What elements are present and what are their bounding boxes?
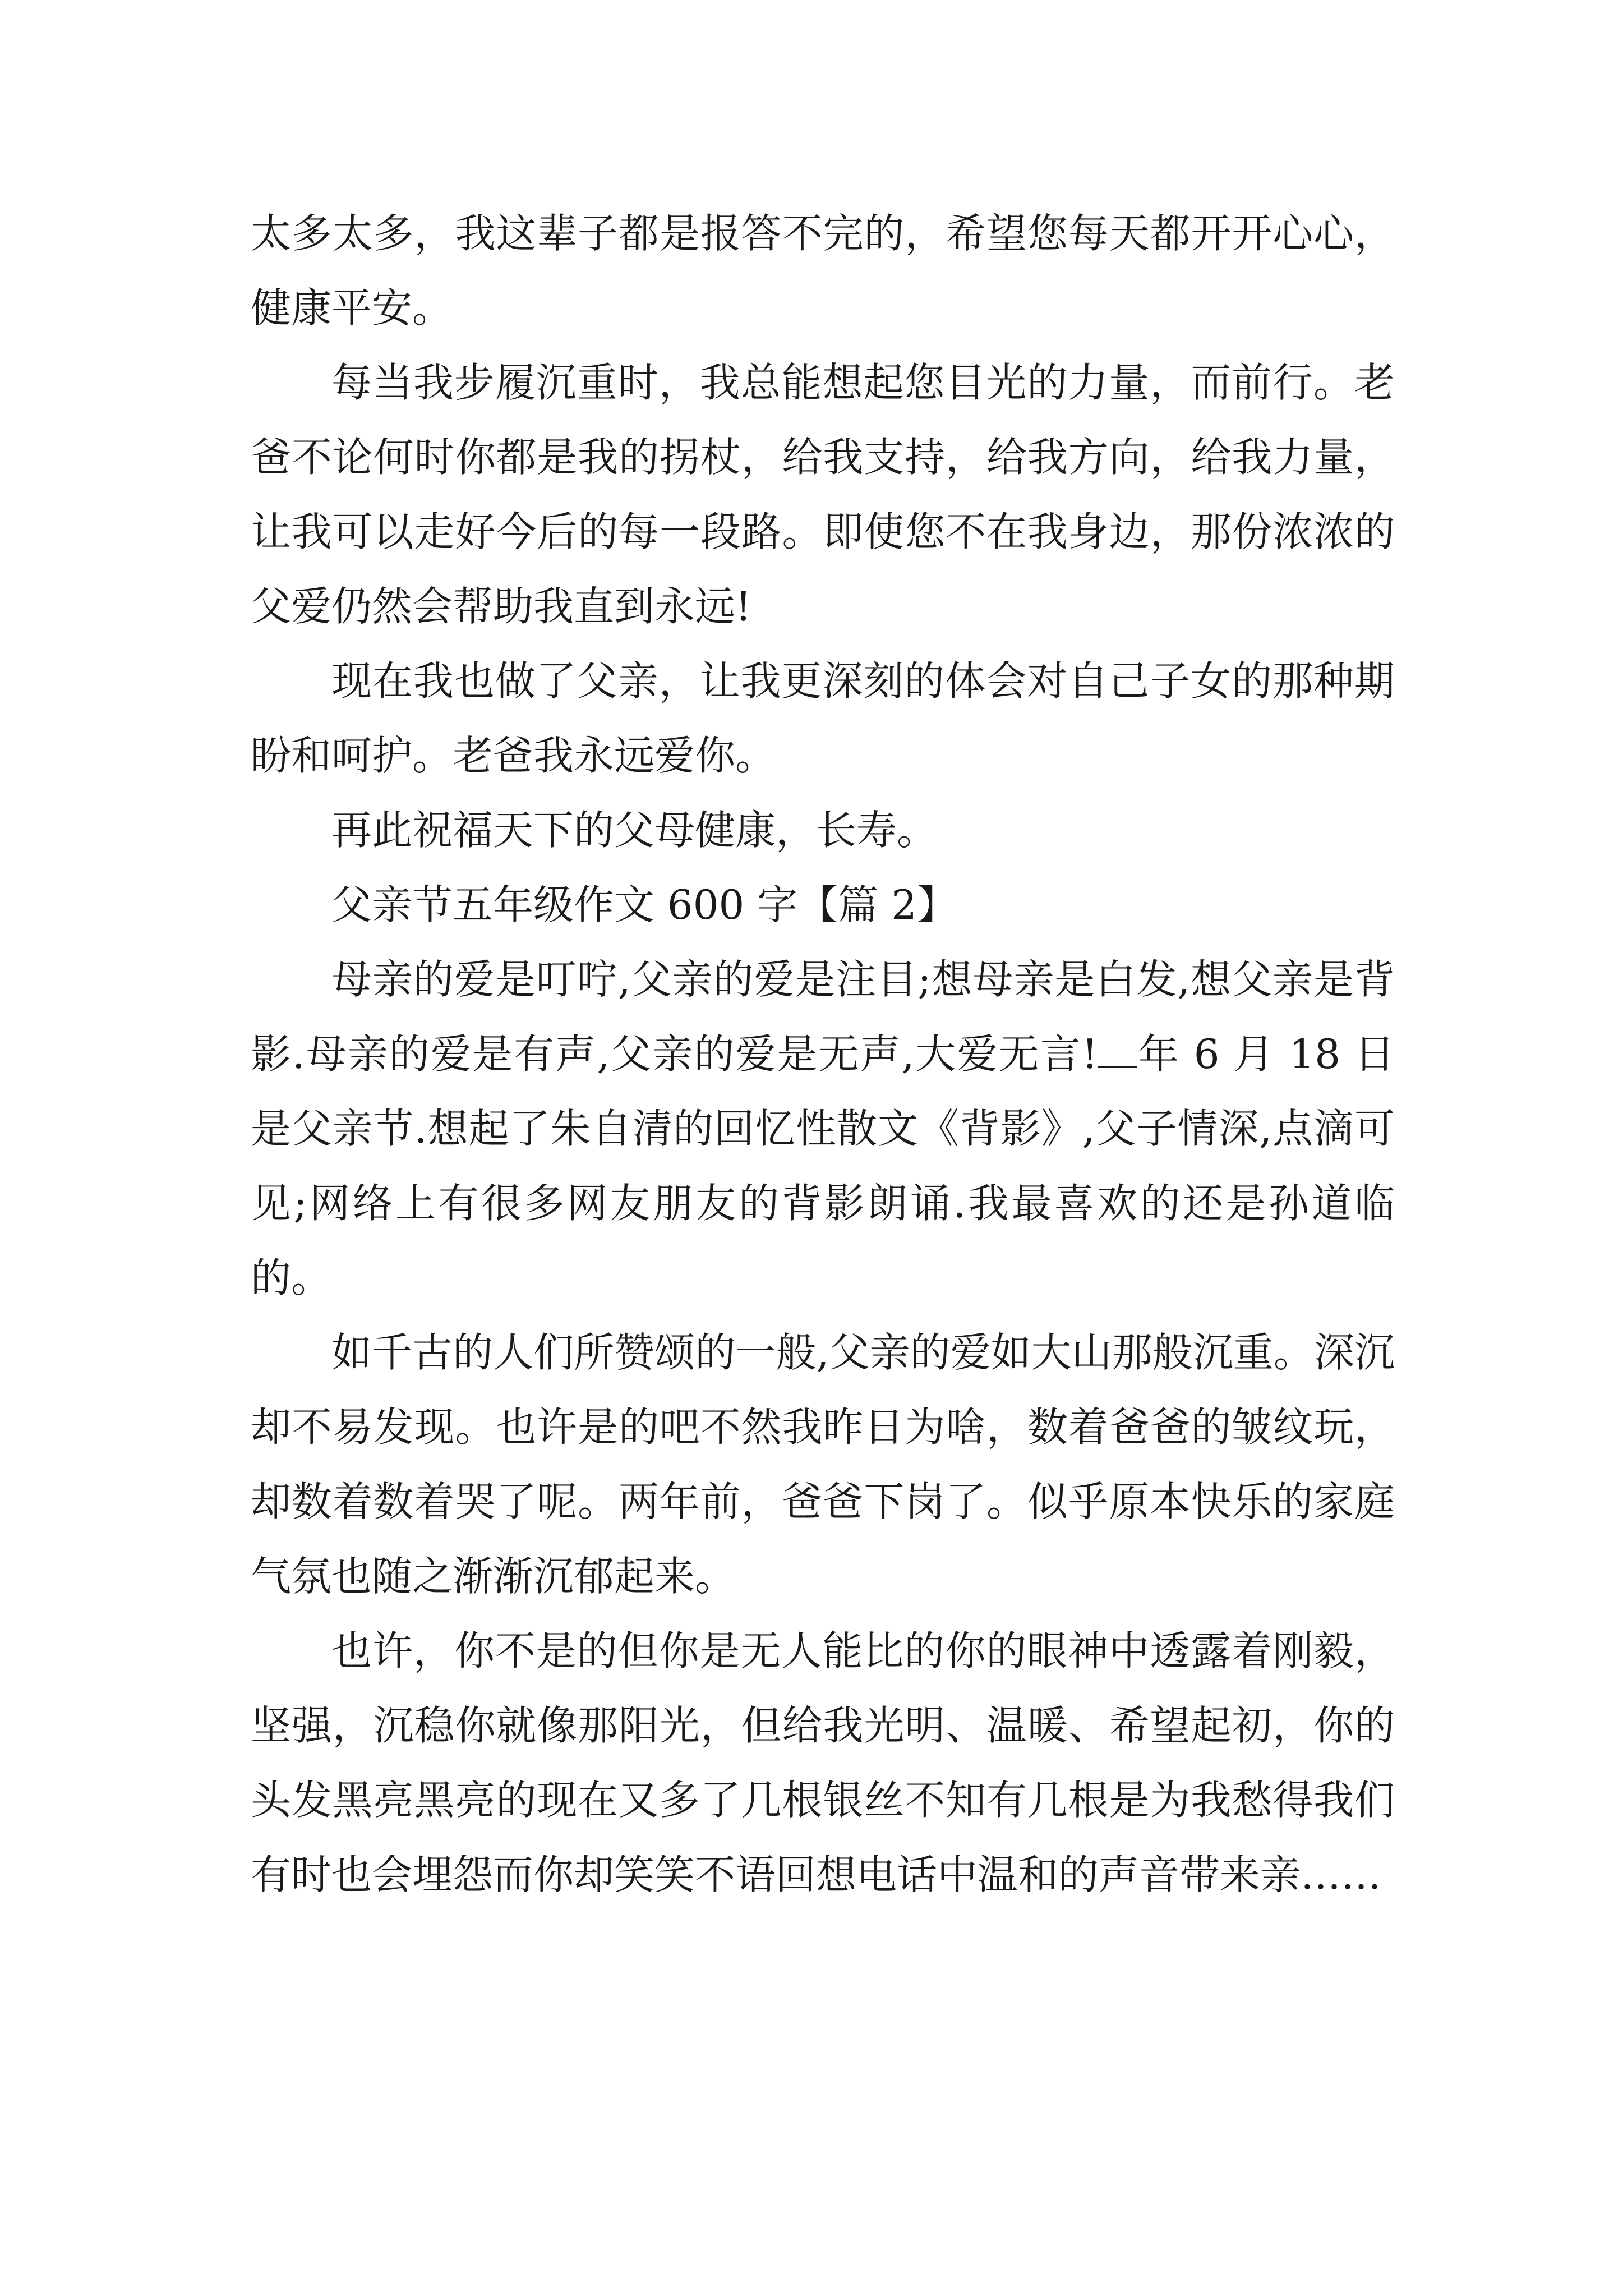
paragraph-5: [251, 942, 1395, 1315]
fill-in-blank: [1098, 1032, 1137, 1068]
paragraph-2: 每当我步履沉重时，我总能想起您目光的力量，而前行。老爸不论何时你都是我的拐杖，给我支持，给我方向，给我力量，让我可以走好今后的每一段路。即使您不在我身边，那份浓浓的父爱仍然会帮助我直到永远!: [251, 359, 1395, 630]
paragraph-1: 太多太多，我这辈子都是报答不完的，希望您每天都开开心心，健康平安。: [251, 210, 1395, 332]
paragraph-5-before-blank: 母亲的爱是叮咛,父亲的爱是注目;想母亲是白发,想父亲是背影.母亲的爱是有声,父亲的爱是无声,大爱无言!: [251, 956, 1395, 1078]
paragraph-6: 如千古的人们所赞颂的一般,父亲的爱如大山那般沉重。深沉却不易发现。也许是的吧不然我昨日为啥，数着爸爸的皱纹玩，却数着数着哭了呢。两年前，爸爸下岗了。似乎原本快乐的家庭气氛也随之渐渐沉郁起来。: [251, 1329, 1395, 1600]
section-heading: 父亲节五年级作文 600 字【篇 2】: [331, 881, 957, 928]
paragraph-3: 现在我也做了父亲，让我更深刻的体会对自己子女的那种期盼和呵护。老爸我永远爱你。: [251, 657, 1395, 779]
paragraph-7: 也许，你不是的但你是无人能比的你的眼神中透露着刚毅，坚强，沉稳你就像那阳光，但给我光明、温暖、希望起初，你的头发黑亮黑亮的现在又多了几根银丝不知有几根是为我愁得我们有时也会埋怨而你却笑笑不语回想电话中温和的声音带来亲……: [251, 1627, 1395, 1898]
paragraph-4: 再此祝福天下的父母健康，长寿。: [331, 807, 938, 854]
article-body: [251, 196, 1395, 1912]
paragraph-5-after-blank: 年 6 月 18 日是父亲节.想起了朱自清的回忆性散文《背影》,父子情深,点滴可见;网络上有很多网友朋友的背影朗诵.我最喜欢的还是孙道临的。: [251, 1030, 1395, 1301]
